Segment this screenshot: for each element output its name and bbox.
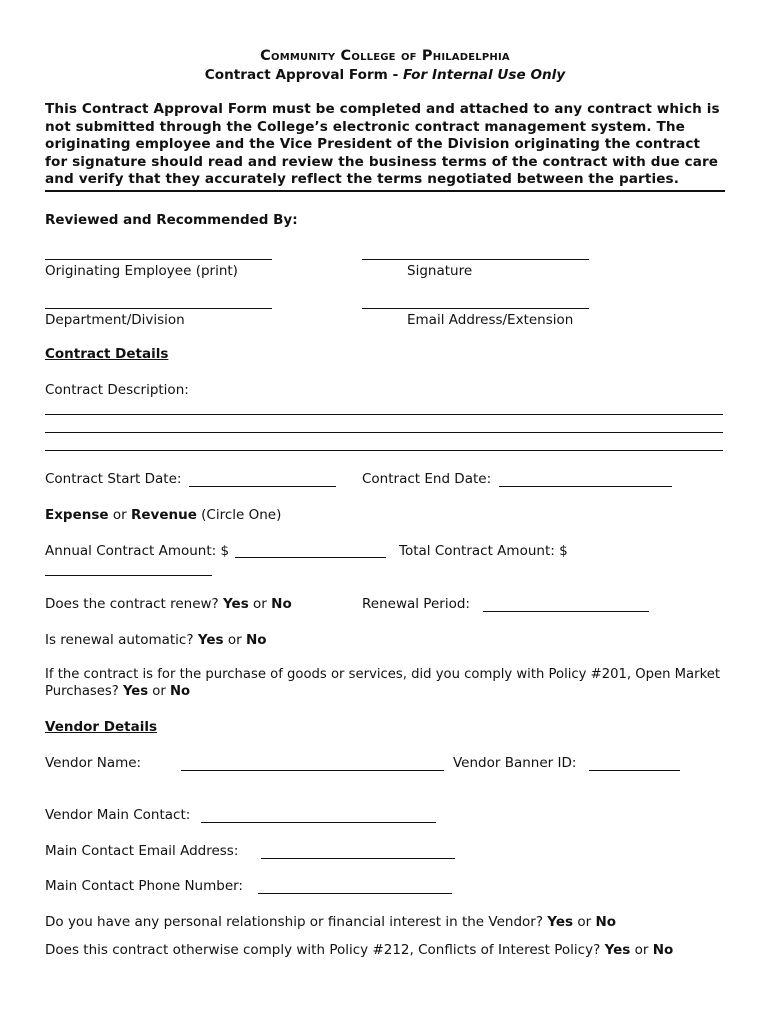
total-amount-line[interactable]: [45, 575, 212, 576]
automatic-renewal-question: [45, 632, 267, 648]
main-contact-phone-label: Main Contact Phone Number:: [45, 878, 243, 894]
college-name: Community College of Philadelphia: [260, 48, 510, 64]
policy212-no[interactable]: No: [652, 942, 674, 958]
signature-label: Signature: [407, 263, 473, 279]
automatic-no[interactable]: No: [245, 632, 267, 648]
form-title: [0, 67, 770, 83]
originating-employee-line[interactable]: [45, 259, 272, 260]
vendor-banner-id-line[interactable]: [589, 770, 680, 771]
relationship-question: [45, 914, 616, 930]
relationship-question-text: Do you have any personal relationship or financial interest in the Vendor?: [45, 914, 548, 930]
renew-or: or: [248, 596, 272, 612]
vendor-name-label: Vendor Name:: [45, 755, 142, 771]
total-amount-label: Total Contract Amount: $: [399, 543, 568, 559]
contract-description-line-2[interactable]: [45, 432, 723, 433]
main-contact-phone-line[interactable]: [258, 893, 452, 894]
renew-question: [45, 596, 292, 612]
vendor-name-line[interactable]: [181, 770, 444, 771]
policy212-yes[interactable]: Yes: [604, 942, 631, 958]
main-contact-email-line[interactable]: [261, 858, 455, 859]
form-title-note: For Internal Use Only: [402, 67, 566, 83]
renewal-period-line[interactable]: [483, 611, 649, 612]
policy212-or: or: [630, 942, 653, 958]
vendor-details-heading: Vendor Details: [45, 719, 157, 735]
policy201-question-line2: [45, 684, 190, 699]
policy201-question-line1: If the contract is for the purchase of goods or services, did you comply with Policy #201, Open Market: [45, 667, 721, 682]
vendor-banner-id-label: Vendor Banner ID:: [453, 755, 577, 771]
relationship-or: or: [573, 914, 596, 930]
revenue-option[interactable]: Revenue: [130, 507, 197, 523]
main-contact-email-label: Main Contact Email Address:: [45, 843, 239, 859]
expense-option[interactable]: Expense: [45, 507, 109, 523]
header-divider: [45, 190, 725, 192]
department-label: Department/Division: [45, 312, 185, 328]
renew-question-text: Does the contract renew?: [45, 596, 224, 612]
expense-revenue-choice: [45, 507, 281, 523]
automatic-or: or: [223, 632, 246, 648]
contract-description-label: Contract Description:: [45, 382, 189, 398]
policy212-question: [45, 942, 673, 958]
signature-line[interactable]: [362, 259, 589, 260]
contract-description-line-1[interactable]: [45, 414, 723, 415]
policy201-no[interactable]: No: [169, 684, 191, 699]
expense-revenue-or: or: [108, 507, 131, 523]
contract-details-heading: Contract Details: [45, 346, 169, 362]
policy212-question-text: Does this contract otherwise comply with Policy #212, Conflicts of Interest Policy?: [45, 942, 605, 958]
originating-employee-label: Originating Employee (print): [45, 263, 238, 279]
reviewed-heading: Reviewed and Recommended By:: [45, 212, 298, 228]
annual-amount-label: Annual Contract Amount: $: [45, 543, 230, 559]
annual-amount-line[interactable]: [235, 557, 386, 558]
contract-end-date-line[interactable]: [499, 486, 672, 487]
form-title-main: Contract Approval Form -: [204, 67, 403, 83]
policy201-or: or: [148, 684, 170, 699]
contract-start-date-label: Contract Start Date:: [45, 471, 182, 487]
renewal-period-label: Renewal Period:: [362, 596, 470, 612]
policy201-question-text: Purchases?: [45, 684, 123, 699]
automatic-yes[interactable]: Yes: [197, 632, 224, 648]
vendor-main-contact-label: Vendor Main Contact:: [45, 807, 191, 823]
relationship-yes[interactable]: Yes: [547, 914, 574, 930]
email-extension-line[interactable]: [362, 308, 589, 309]
automatic-renewal-text: Is renewal automatic?: [45, 632, 198, 648]
email-extension-label: Email Address/Extension: [407, 312, 574, 328]
relationship-no[interactable]: No: [595, 914, 617, 930]
contract-end-date-label: Contract End Date:: [362, 471, 492, 487]
intro-paragraph: This Contract Approval Form must be completed and attached to any contract which is not submitted through the College’s electronic contract management system. The originating employee and the Vice President of the Division originating the contract for signature should read and review the business terms of the contract with due care and verify that they accurately reflect the terms negotiated between the parties.: [45, 101, 720, 187]
renew-yes[interactable]: Yes: [223, 596, 249, 612]
policy201-yes[interactable]: Yes: [122, 684, 149, 699]
renew-no[interactable]: No: [271, 596, 292, 612]
department-line[interactable]: [45, 308, 272, 309]
vendor-main-contact-line[interactable]: [201, 822, 436, 823]
circle-one-note: (Circle One): [196, 507, 282, 523]
contract-start-date-line[interactable]: [189, 486, 336, 487]
contract-description-line-3[interactable]: [45, 450, 723, 451]
